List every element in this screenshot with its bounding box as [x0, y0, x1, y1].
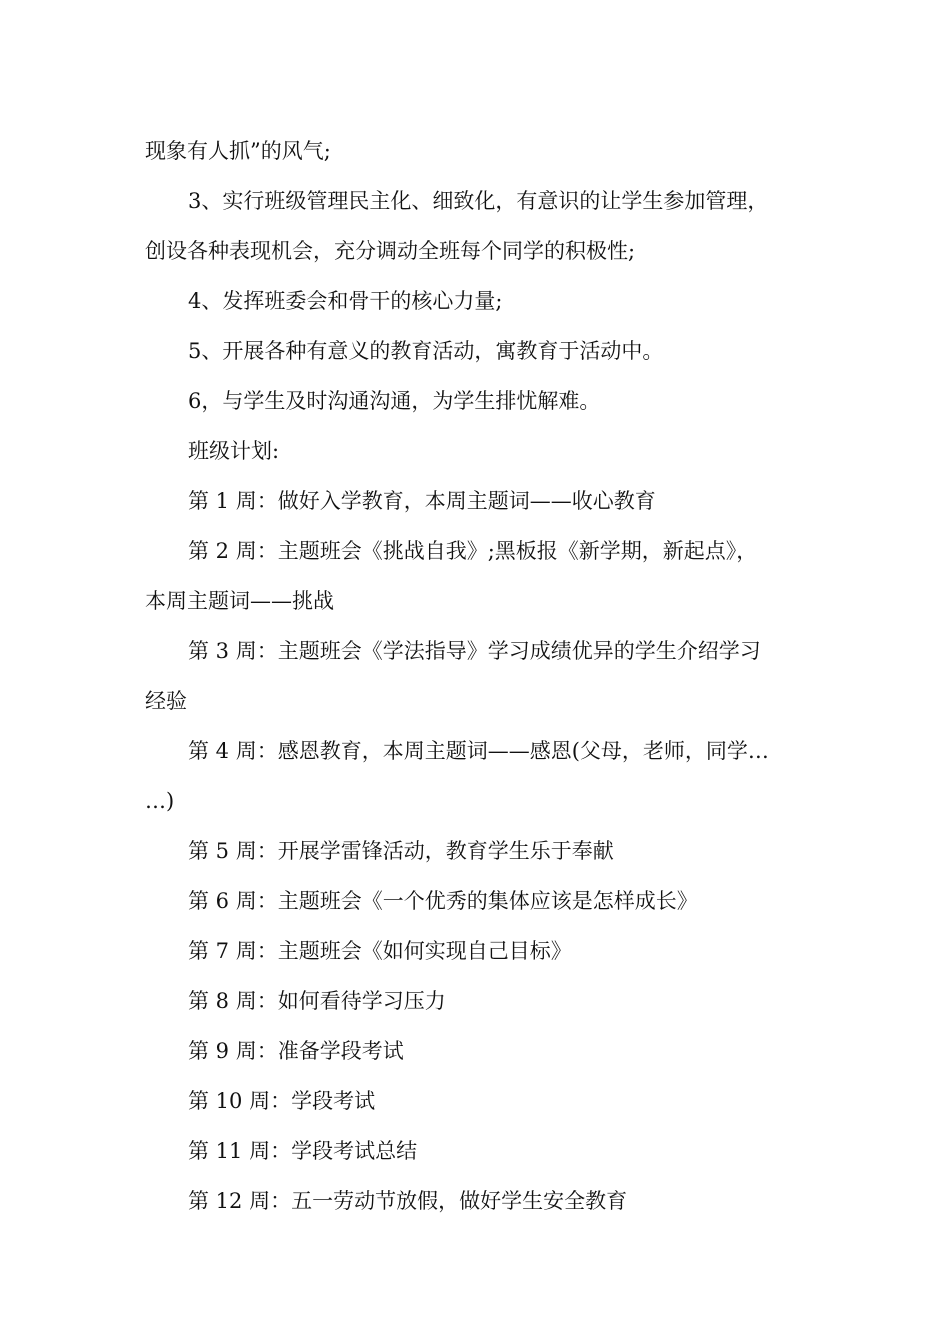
text-line-2: 3、实行班级管理民主化、细致化，有意识的让学生参加管理， [188, 189, 769, 213]
text-line-week-4: 第 4 周：感恩教育，本周主题词——感恩(父母，老师，同学… [188, 739, 769, 763]
text-line-week-12: 第 12 周：五一劳动节放假，做好学生安全教育 [188, 1189, 628, 1213]
text-line-week-3-cont: 经验 [145, 689, 187, 713]
text-line-week-7: 第 7 周：主题班会《如何实现自己目标》 [188, 939, 572, 963]
text-line-week-11: 第 11 周：学段考试总结 [188, 1139, 418, 1163]
text-line-1: 现象有人抓”的风气; [145, 139, 331, 163]
text-line-week-10: 第 10 周：学段考试 [188, 1089, 376, 1113]
section-heading: 班级计划: [188, 439, 280, 463]
text-line-3: 创设各种表现机会，充分调动全班每个同学的积极性; [145, 239, 636, 263]
text-line-week-5: 第 5 周：开展学雷锋活动，教育学生乐于奉献 [188, 839, 614, 863]
text-line-week-2: 第 2 周：主题班会《挑战自我》;黑板报《新学期，新起点》， [188, 539, 758, 563]
text-line-4: 4、发挥班委会和骨干的核心力量; [188, 289, 503, 313]
text-line-week-8: 第 8 周：如何看待学习压力 [188, 989, 446, 1013]
text-line-week-9: 第 9 周：准备学段考试 [188, 1039, 404, 1063]
text-line-week-6: 第 6 周：主题班会《一个优秀的集体应该是怎样成长》 [188, 889, 698, 913]
text-line-week-1: 第 1 周：做好入学教育，本周主题词——收心教育 [188, 489, 656, 513]
text-line-6: 6，与学生及时沟通沟通，为学生排忧解难。 [188, 389, 601, 413]
text-line-week-3: 第 3 周：主题班会《学法指导》学习成绩优异的学生介绍学习 [188, 639, 761, 663]
text-line-week-2-cont: 本周主题词——挑战 [145, 589, 334, 613]
text-line-5: 5、开展各种有意义的教育活动，寓教育于活动中。 [188, 339, 664, 363]
text-line-week-4-cont: …) [145, 789, 175, 813]
